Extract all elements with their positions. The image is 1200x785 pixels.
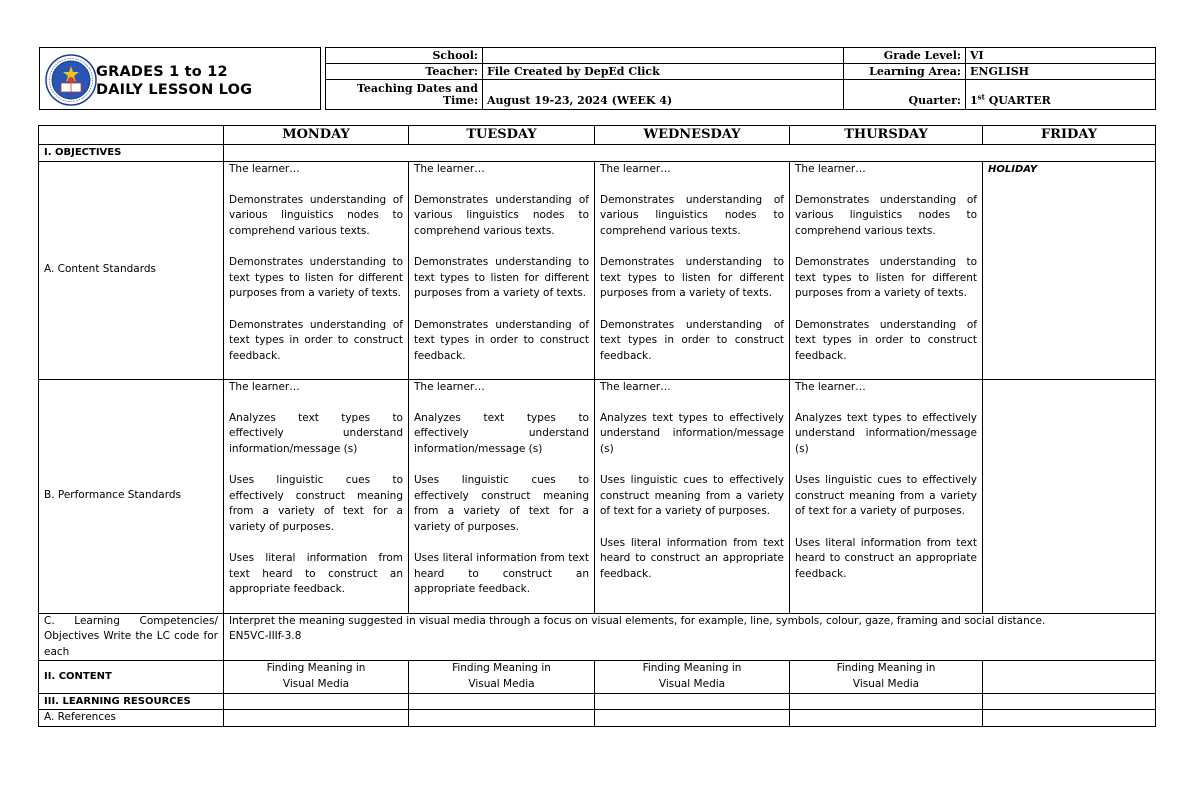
content-friday [983,661,1156,693]
form-title-line1: GRADES 1 to 12 [96,64,228,80]
learning-area-label: Learning Area: [844,64,966,80]
performance-standards-monday: The learner… Analyzes text types to effectively understand information/message (s) Uses linguistic cues to effectively construct meaning from a variety of text for a variety of purposes. Uses literal information from text heard to construct an appropriate feedback. [224,379,409,613]
day-header: MONDAY [224,126,409,145]
grade-level-label: Grade Level: [844,48,966,64]
content-standards-monday: The learner… Demonstrates understanding of various linguistics nodes to comprehend various texts. Demonstrates understanding to text types to listen for different purposes from a variety of texts. Demonstrates understanding of text types in order to construct feedback. [224,161,409,379]
references-cell [790,710,983,727]
resources-cell [595,693,790,710]
resources-row [39,693,1156,710]
performance-standards-row [39,379,1156,613]
competencies-row [39,613,1156,661]
content-thursday: Finding Meaning in Visual Media [790,661,983,693]
lesson-info-table [325,47,1156,110]
grade-level-field[interactable]: VI [966,48,1156,64]
quarter-field[interactable]: 1st QUARTER [966,80,1156,110]
competency-text: Interpret the meaning suggested in visual media through a focus on visual elements, for example, line, symbols, colour, gaze, framing and social distance. [229,614,1046,627]
references-row [39,710,1156,727]
content-wednesday: Finding Meaning in Visual Media [595,661,790,693]
objectives-cell [224,145,1156,162]
references-cell [409,710,595,727]
content-standards-wednesday: The learner… Demonstrates understanding of various linguistics nodes to comprehend various texts. Demonstrates understanding to text types to listen for different purposes from a variety of texts. Demonstrates understanding of text types in order to construct feedback. [595,161,790,379]
day-header: FRIDAY [983,126,1156,145]
teaching-dates-field[interactable]: August 19-23, 2024 (WEEK 4) [483,80,844,110]
resources-cell [790,693,983,710]
competency-cell [224,613,1156,661]
teaching-dates-label: Teaching Dates and Time: [326,80,483,110]
lesson-log-table [38,125,1156,727]
objectives-row [39,145,1156,162]
quarter-label: Quarter: [844,80,966,110]
section-content-standards: A. Content Standards [39,161,224,379]
content-monday: Finding Meaning in Visual Media [224,661,409,693]
school-label: School: [326,48,483,64]
section-content: II. CONTENT [39,661,224,693]
resources-cell [224,693,409,710]
header-title-block [39,47,321,110]
performance-standards-tuesday: The learner… Analyzes text types to effectively understand information/message (s) Uses linguistic cues to effectively construct meaning from a variety of text for a variety of purposes. Uses literal information from text heard to construct an appropriate feedback. [409,379,595,613]
day-header: THURSDAY [790,126,983,145]
references-cell [224,710,409,727]
school-field[interactable] [483,48,844,64]
resources-cell [983,693,1156,710]
references-cell [983,710,1156,727]
content-standards-thursday: The learner… Demonstrates understanding of various linguistics nodes to comprehend various texts. Demonstrates understanding to text types to listen for different purposes from a variety of texts. Demonstrates understanding of text types in order to construct feedback. [790,161,983,379]
header-corner [39,126,224,145]
content-standards-row [39,161,1156,379]
section-performance-standards: B. Performance Standards [39,379,224,613]
content-standards-friday [983,161,1156,379]
section-objectives: I. OBJECTIVES [39,145,224,162]
form-title-line2: DAILY LESSON LOG [96,82,253,98]
competency-code: EN5VC-IIIf-3.8 [229,630,302,643]
section-competencies: C. Learning Competencies/ Objectives Write the LC code for each [39,613,224,661]
day-header: WEDNESDAY [595,126,790,145]
section-resources: III. LEARNING RESOURCES [39,693,224,710]
content-row [39,661,1156,693]
learning-area-field[interactable]: ENGLISH [966,64,1156,80]
references-cell [595,710,790,727]
content-standards-tuesday: The learner… Demonstrates understanding of various linguistics nodes to comprehend various texts. Demonstrates understanding to text types to listen for different purposes from a variety of texts. Demonstrates understanding of text types in order to construct feedback. [409,161,595,379]
content-tuesday: Finding Meaning in Visual Media [409,661,595,693]
holiday-note: HOLIDAY [988,163,1038,175]
day-header: TUESDAY [409,126,595,145]
performance-standards-wednesday: The learner… Analyzes text types to effectively understand information/message (s) Uses linguistic cues to effectively construct meaning from a variety of text for a variety of purposes. Uses literal information from text heard to construct an appropriate feedback. [595,379,790,613]
teacher-label: Teacher: [326,64,483,80]
section-references: A. References [39,710,224,727]
day-header-row [39,126,1156,145]
deped-seal-icon [45,54,97,106]
performance-standards-friday [983,379,1156,613]
resources-cell [409,693,595,710]
performance-standards-thursday: The learner… Analyzes text types to effectively understand information/message (s) Uses linguistic cues to effectively construct meaning from a variety of text for a variety of purposes. Uses literal information from text heard to construct an appropriate feedback. [790,379,983,613]
teacher-field[interactable]: File Created by DepEd Click [483,64,844,80]
